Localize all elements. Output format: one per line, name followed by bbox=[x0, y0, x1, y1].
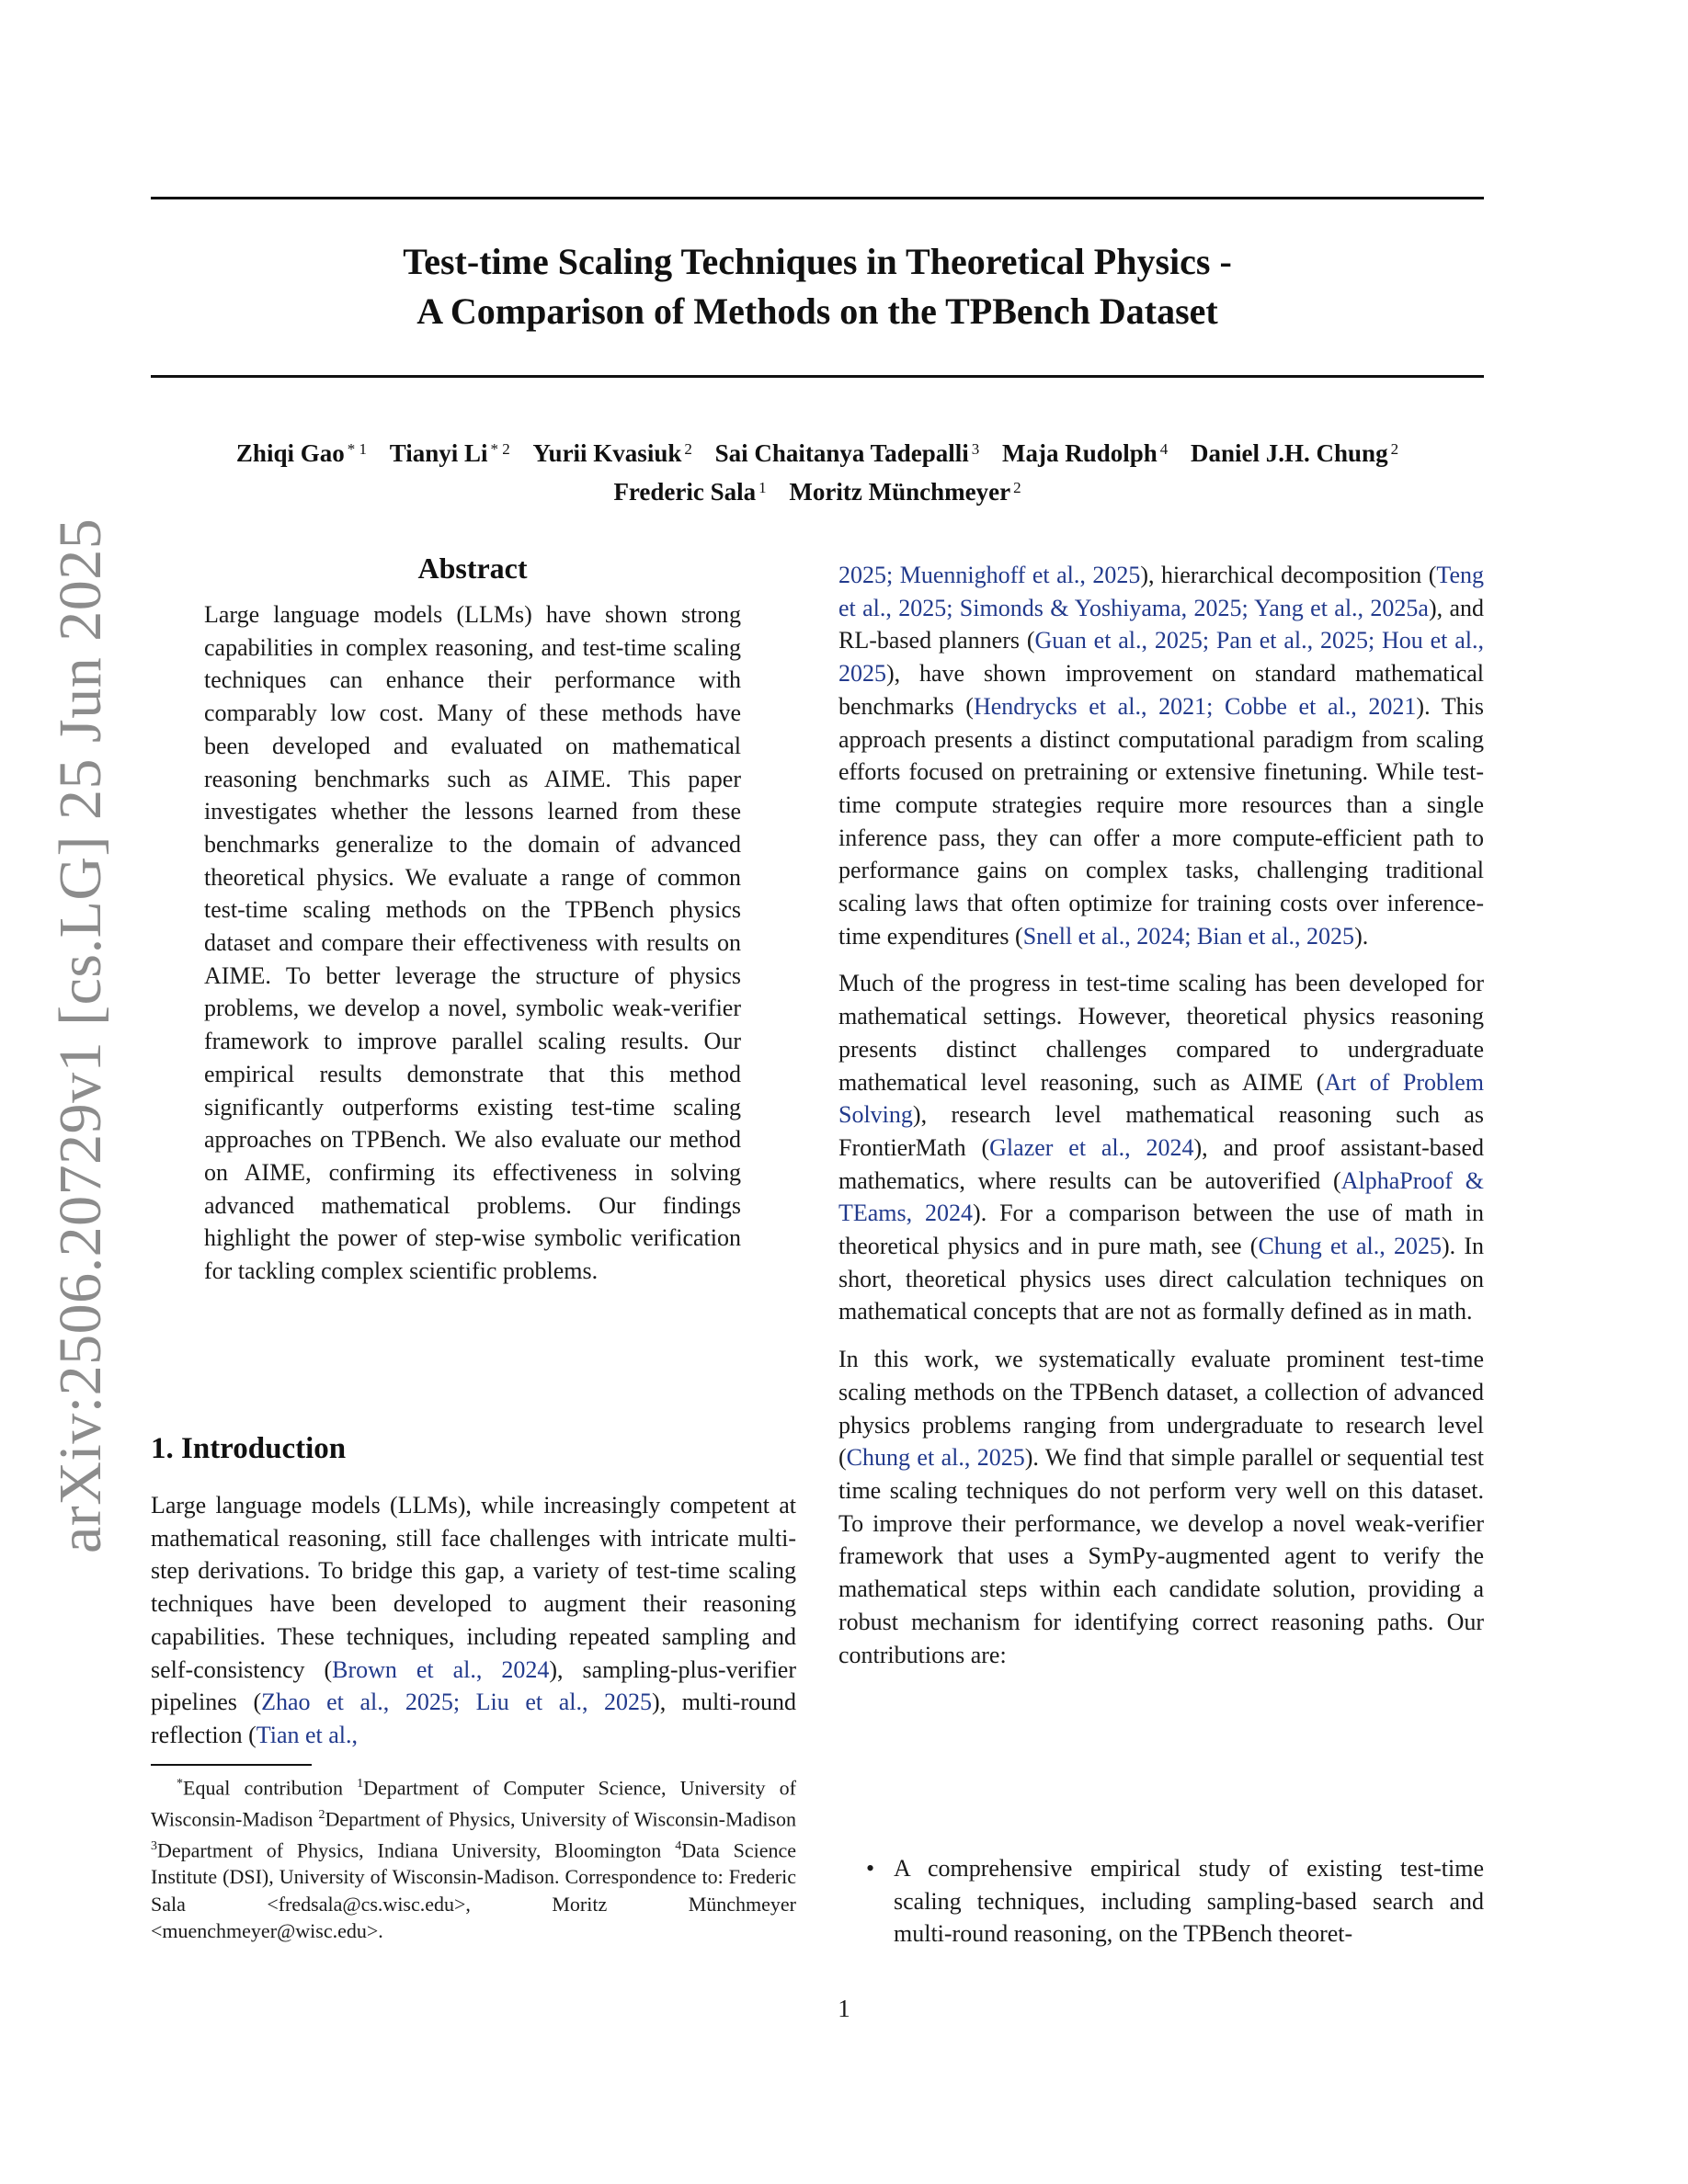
abstract-text: Large language models (LLMs) have shown strong capabilities in complex reasoning, and test-time scaling techniques can enhance their performance with comparably low cost. Many of these methods have been developed and evaluated on mathematical reasoning benchmarks such as AIME. This paper investigates whether the lessons learned from these benchmarks generalize to the domain of advanced theoretical physics. We evaluate a range of common test-time scaling methods on the TPBench physics dataset and compare their effectiveness with results on AIME. To better leverage the structure of physics problems, we develop a novel, symbolic weak-verifier framework to improve parallel scaling results. Our empirical results demonstrate that this method significantly outperforms existing test-time scaling approaches on TPBench. We also evaluate our method on AIME, confirming its effectiveness in solving advanced mathematical problems. Our findings highlight the power of step-wise symbolic verification for tackling complex scientific problems. bbox=[204, 601, 741, 1285]
title-bottom-rule bbox=[151, 375, 1484, 378]
footnote-text: *Equal contribution $^1$Department of Computer Science, University of Wisconsin-Madison $^2$Department of Physics, University of Wisconsin-Madison $^3$Department of Physics, Indiana University, Bloomington $^4$Data Science Institute (DSI), University of Wisconsin-Madison. Correspondence to: Frederic Sala <fredsala@cs.wisc.edu>, Moritz Münchmeyer <muenchmeyer@wisc.edu>. bbox=[151, 1776, 796, 1943]
citation-link[interactable]: Chung et al., 2025 bbox=[1258, 1233, 1442, 1260]
contribution-item: • A comprehensive empirical study of existing test-time scaling techniques, including sampling-based search and multi-round reasoning, on the TPBench theoret- bbox=[838, 1852, 1484, 1951]
title-line-2: A Comparison of Methods on the TPBench Dataset bbox=[416, 290, 1218, 332]
intro-paragraph-1-continued: 2025; Muennighoff et al., 2025), hierarchical decomposition (Teng et al., 2025; Simonds & Yoshiyama, 2025; Yang et al., 2025a), and RL-based planners (Guan et al., 2025; Pan et al., 2025; Hou et al., 2025), have shown improvement on standard mathematical benchmarks (Hendrycks et al., 2021; Cobbe et al., 2021). This approach presents a distinct computational paradigm from scaling efforts focused on pretraining or extensive finetuning. While test-time compute strategies require more resources than a single inference pass, they can offer a more compute-efficient path to performance gains on complex tasks, challenging traditional scaling laws that often optimize for training costs over inference-time expenditures (Snell et al., 2024; Bian et al., 2025). bbox=[838, 562, 1485, 950]
paper-title bbox=[151, 237, 1484, 336]
footnote-marker: 3 bbox=[151, 1838, 157, 1853]
citation-link[interactable]: Glazer et al., 2024 bbox=[989, 1133, 1194, 1161]
author: Yurii Kvasiuk $^2$ bbox=[532, 439, 692, 467]
author: Daniel J.H. Chung $^2$ bbox=[1191, 439, 1399, 467]
title-line-1: Test-time Scaling Techniques in Theoretical Physics - bbox=[403, 241, 1232, 282]
citation-link[interactable]: AlphaProof & TEams, 2024 bbox=[838, 1166, 1484, 1227]
footnote-marker: 1 bbox=[357, 1777, 364, 1791]
author: Maja Rudolph $^4$ bbox=[1001, 439, 1169, 467]
intro-paragraph-1: Large language models (LLMs), while increasingly competent at mathematical reasoning, still face challenges with intricate multi-step derivations. To bridge this gap, a variety of test-time scaling techniques have been developed to augment their reasoning capabilities. These techniques, including repeated sampling and self-consistency (Brown et al., 2024), sampling-plus-verifier pipelines (Zhao et al., 2025; Liu et al., 2025), multi-round reflection (Tian et al., bbox=[151, 1492, 797, 1748]
author: Moritz Münchmeyer $^2$ bbox=[789, 478, 1021, 506]
citation-link[interactable]: 2025; Muennighoff et al., 2025 bbox=[838, 562, 1141, 588]
contributions-list bbox=[838, 1852, 1484, 1951]
author: Frederic Sala $^1$ bbox=[613, 478, 767, 506]
intro-paragraph-3: In this work, we systematically evaluate prominent test-time scaling methods on the TPBench dataset, a collection of advanced physics problems ranging from undergraduate to research level (Chung et al., 2025). We find that simple parallel or sequential test time scaling techniques do not perform very well on this dataset. To improve their performance, we develop a novel weak-verifier framework that uses a SymPy-augmented agent to verify the mathematical steps within each candidate solution, providing a robust mechanism for identifying correct reasoning paths. Our contributions are: bbox=[838, 1346, 1484, 1668]
intro-right-column bbox=[838, 559, 1484, 1686]
citation-link[interactable]: Art of Problem Solving bbox=[838, 1068, 1485, 1129]
footnote-rule bbox=[151, 1764, 312, 1766]
citation-link[interactable]: Tian et al., bbox=[256, 1721, 359, 1748]
author-line-1 bbox=[151, 432, 1484, 471]
abstract-heading: Abstract bbox=[417, 552, 528, 585]
footnote-marker: 2 bbox=[318, 1807, 325, 1822]
author: Tianyi Li $^{* 2}$ bbox=[389, 439, 510, 467]
citation-link[interactable]: Snell et al., 2024; Bian et al., 2025 bbox=[1022, 922, 1355, 950]
footnote-marker: * bbox=[177, 1777, 183, 1791]
citation-link[interactable]: Zhao et al., 2025; Liu et al., 2025 bbox=[261, 1689, 653, 1716]
intro-left-column bbox=[151, 1489, 796, 1752]
citation-link[interactable]: Teng et al., 2025; Simonds & Yoshiyama, 2025; Yang et al., 2025a bbox=[838, 562, 1484, 621]
author: Zhiqi Gao $^{* 1}$ bbox=[235, 439, 367, 467]
author-line-2 bbox=[151, 471, 1484, 509]
affiliations-footnote bbox=[151, 1770, 796, 1945]
citation-link[interactable]: Brown et al., 2024 bbox=[332, 1655, 550, 1683]
abstract-section bbox=[204, 552, 741, 1288]
citation-link[interactable]: Guan et al., 2025; Pan et al., 2025; Hou et al., 2025 bbox=[838, 627, 1484, 688]
footnote-marker: 4 bbox=[675, 1838, 682, 1853]
author: Sai Chaitanya Tadepalli $^3$ bbox=[714, 439, 980, 467]
arxiv-stamp: arXiv:2506.20729v1 [cs.LG] 25 Jun 2025 bbox=[47, 518, 114, 1553]
page-number: 1 bbox=[838, 1995, 850, 2022]
citation-link[interactable]: Chung et al., 2025 bbox=[846, 1444, 1025, 1472]
author-list bbox=[151, 432, 1484, 509]
top-rule bbox=[151, 197, 1484, 199]
citation-link[interactable]: Hendrycks et al., 2021; Cobbe et al., 2021 bbox=[973, 692, 1417, 720]
intro-paragraph-2: Much of the progress in test-time scaling has been developed for mathematical settings. However, theoretical physics reasoning presents distinct challenges compared to undergraduate mathematical level reasoning, such as AIME (Art of Problem Solving), research level mathematical reasoning such as FrontierMath (Glazer et al., 2024), and proof assistant-based mathematics, where results can be autoverified (AlphaProof & TEams, 2024). For a comparison between the use of math in theoretical physics and in pure math, see (Chung et al., 2025). In short, theoretical physics uses direct calculation techniques on mathematical concepts that are not as formally defined as in math. bbox=[838, 970, 1485, 1325]
section-heading-introduction: 1. Introduction bbox=[151, 1432, 347, 1465]
